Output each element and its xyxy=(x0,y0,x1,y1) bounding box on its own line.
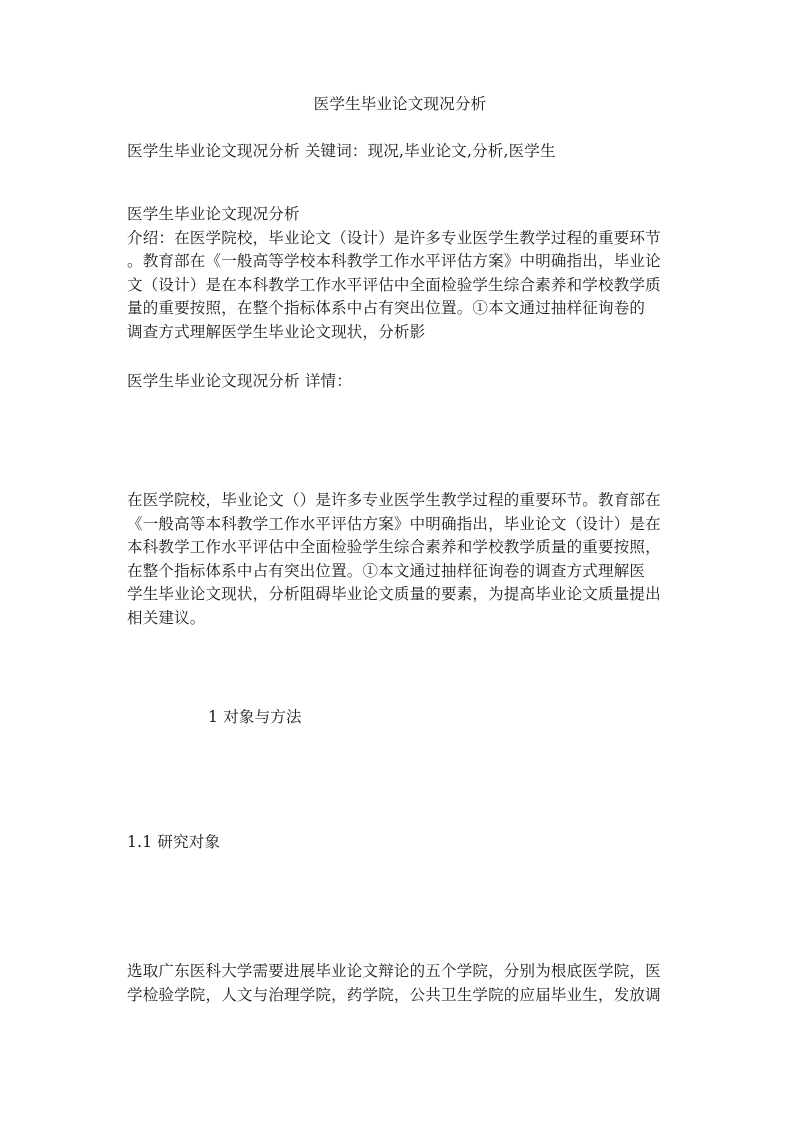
keywords-line: 医学生毕业论文现况分析 关键词：现况,毕业论文,分析,医学生 xyxy=(127,142,556,160)
paragraph-line: 学检验学院，人文与治理学院，药学院，公共卫生学院的应届毕业生，发放调 xyxy=(127,985,661,1004)
body-paragraph-1 xyxy=(127,489,661,630)
document-title: 医学生毕业论文现况分析 xyxy=(313,95,487,113)
intro-line: 。教育部在《一般高等学校本科教学工作水平评估方案》中明确指出，毕业论 xyxy=(127,252,661,270)
intro-block xyxy=(127,203,661,344)
intro-line: 文（设计）是在本科教学工作水平评估中全面检验学生综合素养和学校教学质 xyxy=(127,275,661,294)
details-heading: 医学生毕业论文现况分析 详情： xyxy=(127,372,352,390)
section-heading-1: 1 对象与方法 xyxy=(208,708,302,726)
paragraph-line: 学生毕业论文现状，分析阻碍毕业论文质量的要素，为提高毕业论文质量提出 xyxy=(127,585,661,603)
body-paragraph-2 xyxy=(127,960,661,1007)
intro-heading: 医学生毕业论文现况分析 xyxy=(127,205,300,223)
paragraph-line: 在整个指标体系中占有突出位置。①本文通过抽样征询卷的调查方式理解医 xyxy=(127,561,646,580)
intro-line: 调查方式理解医学生毕业论文现状，分析影 xyxy=(127,322,426,341)
intro-line: 介绍：在医学院校，毕业论文（设计）是许多专业医学生教学过程的重要环节 xyxy=(127,228,661,247)
paragraph-line: 相关建议。 xyxy=(127,608,206,627)
paragraph-line: 在医学院校，毕业论文（）是许多专业医学生教学过程的重要环节。教育部在 xyxy=(127,491,661,509)
paragraph-line: 《一般高等本科教学工作水平评估方案》中明确指出，毕业论文（设计）是在 xyxy=(127,514,661,533)
paragraph-line: 选取广东医科大学需要进展毕业论文辩论的五个学院，分别为根底医学院，医 xyxy=(127,962,661,980)
paragraph-line: 本科教学工作水平评估中全面检验学生综合素养和学校教学质量的重要按照， xyxy=(127,538,661,556)
intro-line: 量的重要按照，在整个指标体系中占有突出位置。①本文通过抽样征询卷的 xyxy=(127,299,646,317)
section-heading-1-1: 1.1 研究对象 xyxy=(127,833,221,851)
